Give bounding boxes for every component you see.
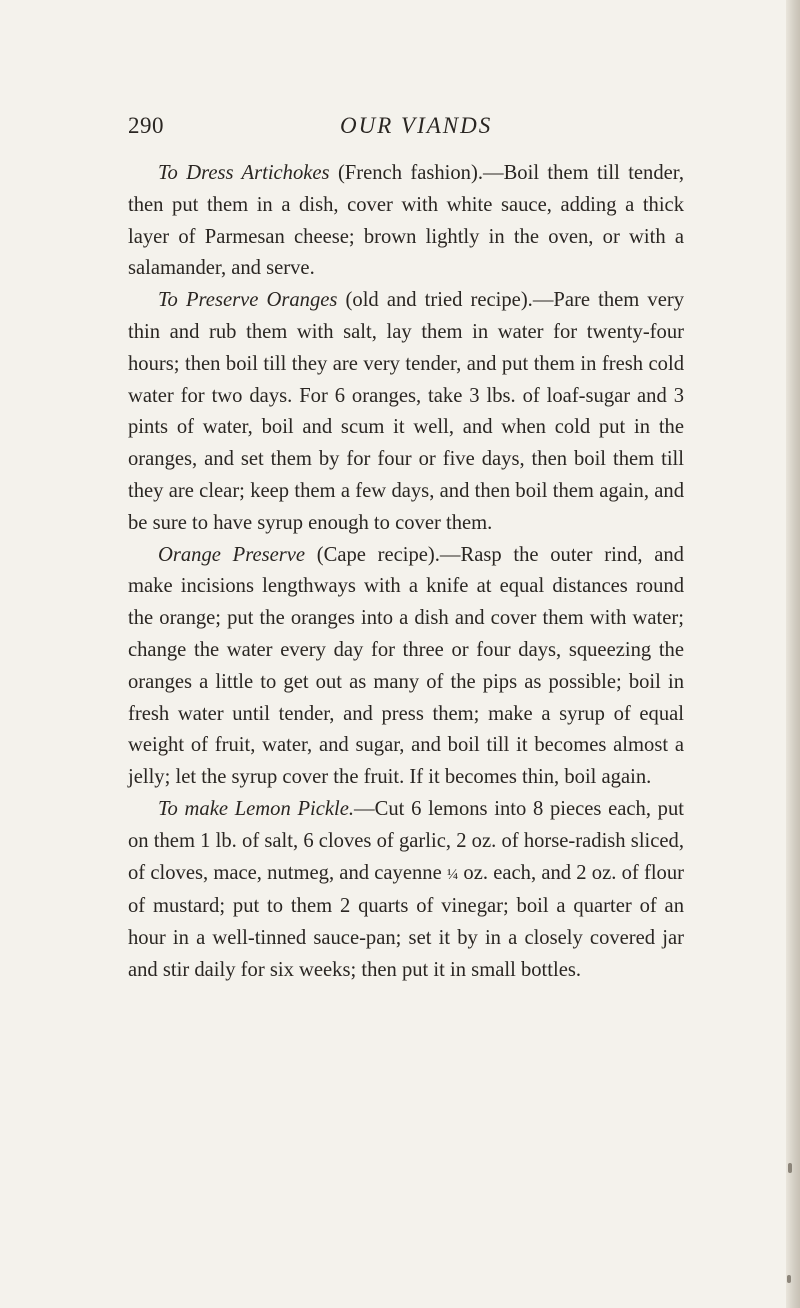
recipe-body-lemon-pickle-part2: oz. each, and 2 oz. of flour of mustard; put to them 2 quarts of vinegar; boil a quarter of an hour in a well-tinned sauce-pan; set it by in a closely covered jar and stir daily for six weeks; then put it in small bottles. xyxy=(128,861,685,981)
recipe-title-preserve-oranges: To Preserve Oranges xyxy=(158,289,338,312)
recipe-body-lemon-pickle-part1: —Cut 6 lemons into 8 pieces each, put on them 1 lb. of salt, 6 cloves of garlic, 2 oz. of horse-radish sliced, of cloves, mace, nutmeg, and cayenne xyxy=(128,797,684,884)
recipe-body-artichokes: (French fashion).—Boil them till tender, then put them in a dish, cover with white sauce, adding a thick layer of Parmesan cheese; brown lightly in the oven, or with a salamander, and serve. xyxy=(128,162,684,280)
running-title: OUR VIANDS xyxy=(340,113,493,138)
recipe-body-preserve-oranges: (old and tried recipe).—Pare them very thin and rub them with salt, lay them in water for twenty-four hours; then boil till they are very tender, and put them in fresh cold water for two days. For 6 oranges, take 3 lbs. of loaf-sugar and 3 pints of water, boil and scum it well, and when cold put in the oranges, and set them by for four or five days, then boil them till they are clear; keep them a few days, and then boil them again, and be sure to have syrup enough to cover them. xyxy=(128,289,684,534)
recipe-title-orange-preserve: Orange Preserve xyxy=(158,543,306,566)
page-edge-shadow xyxy=(786,0,800,1308)
recipe-text xyxy=(128,158,684,987)
recipe-preserve-oranges xyxy=(128,285,684,539)
recipe-body-orange-preserve: (Cape recipe).—Rasp the outer rind, and make incisions lengthways with a knife at equal distances round the orange; put the oranges into a dish and cover them with water; change the water every day for three or four days, squeezing the oranges a little to get out as many of the pips as possible; boil in fresh water until tender, and press them; make a syrup of equal weight of fruit, water, and sugar, and boil till it becomes almost a jelly; let the syrup cover the fruit. If it becomes thin, boil again. xyxy=(128,543,684,789)
recipe-orange-preserve xyxy=(128,540,684,794)
page-number: 290 xyxy=(128,113,164,138)
recipe-lemon-pickle xyxy=(128,794,684,987)
recipe-title-artichokes: To Dress Artichokes xyxy=(158,162,330,184)
recipe-title-lemon-pickle: To make Lemon Pickle. xyxy=(158,797,355,820)
quarter-fraction: ¼ xyxy=(446,866,459,883)
paper-speck xyxy=(788,1163,792,1173)
paper-speck xyxy=(787,1275,791,1283)
recipe-artichokes xyxy=(128,158,684,285)
running-head xyxy=(128,113,688,145)
